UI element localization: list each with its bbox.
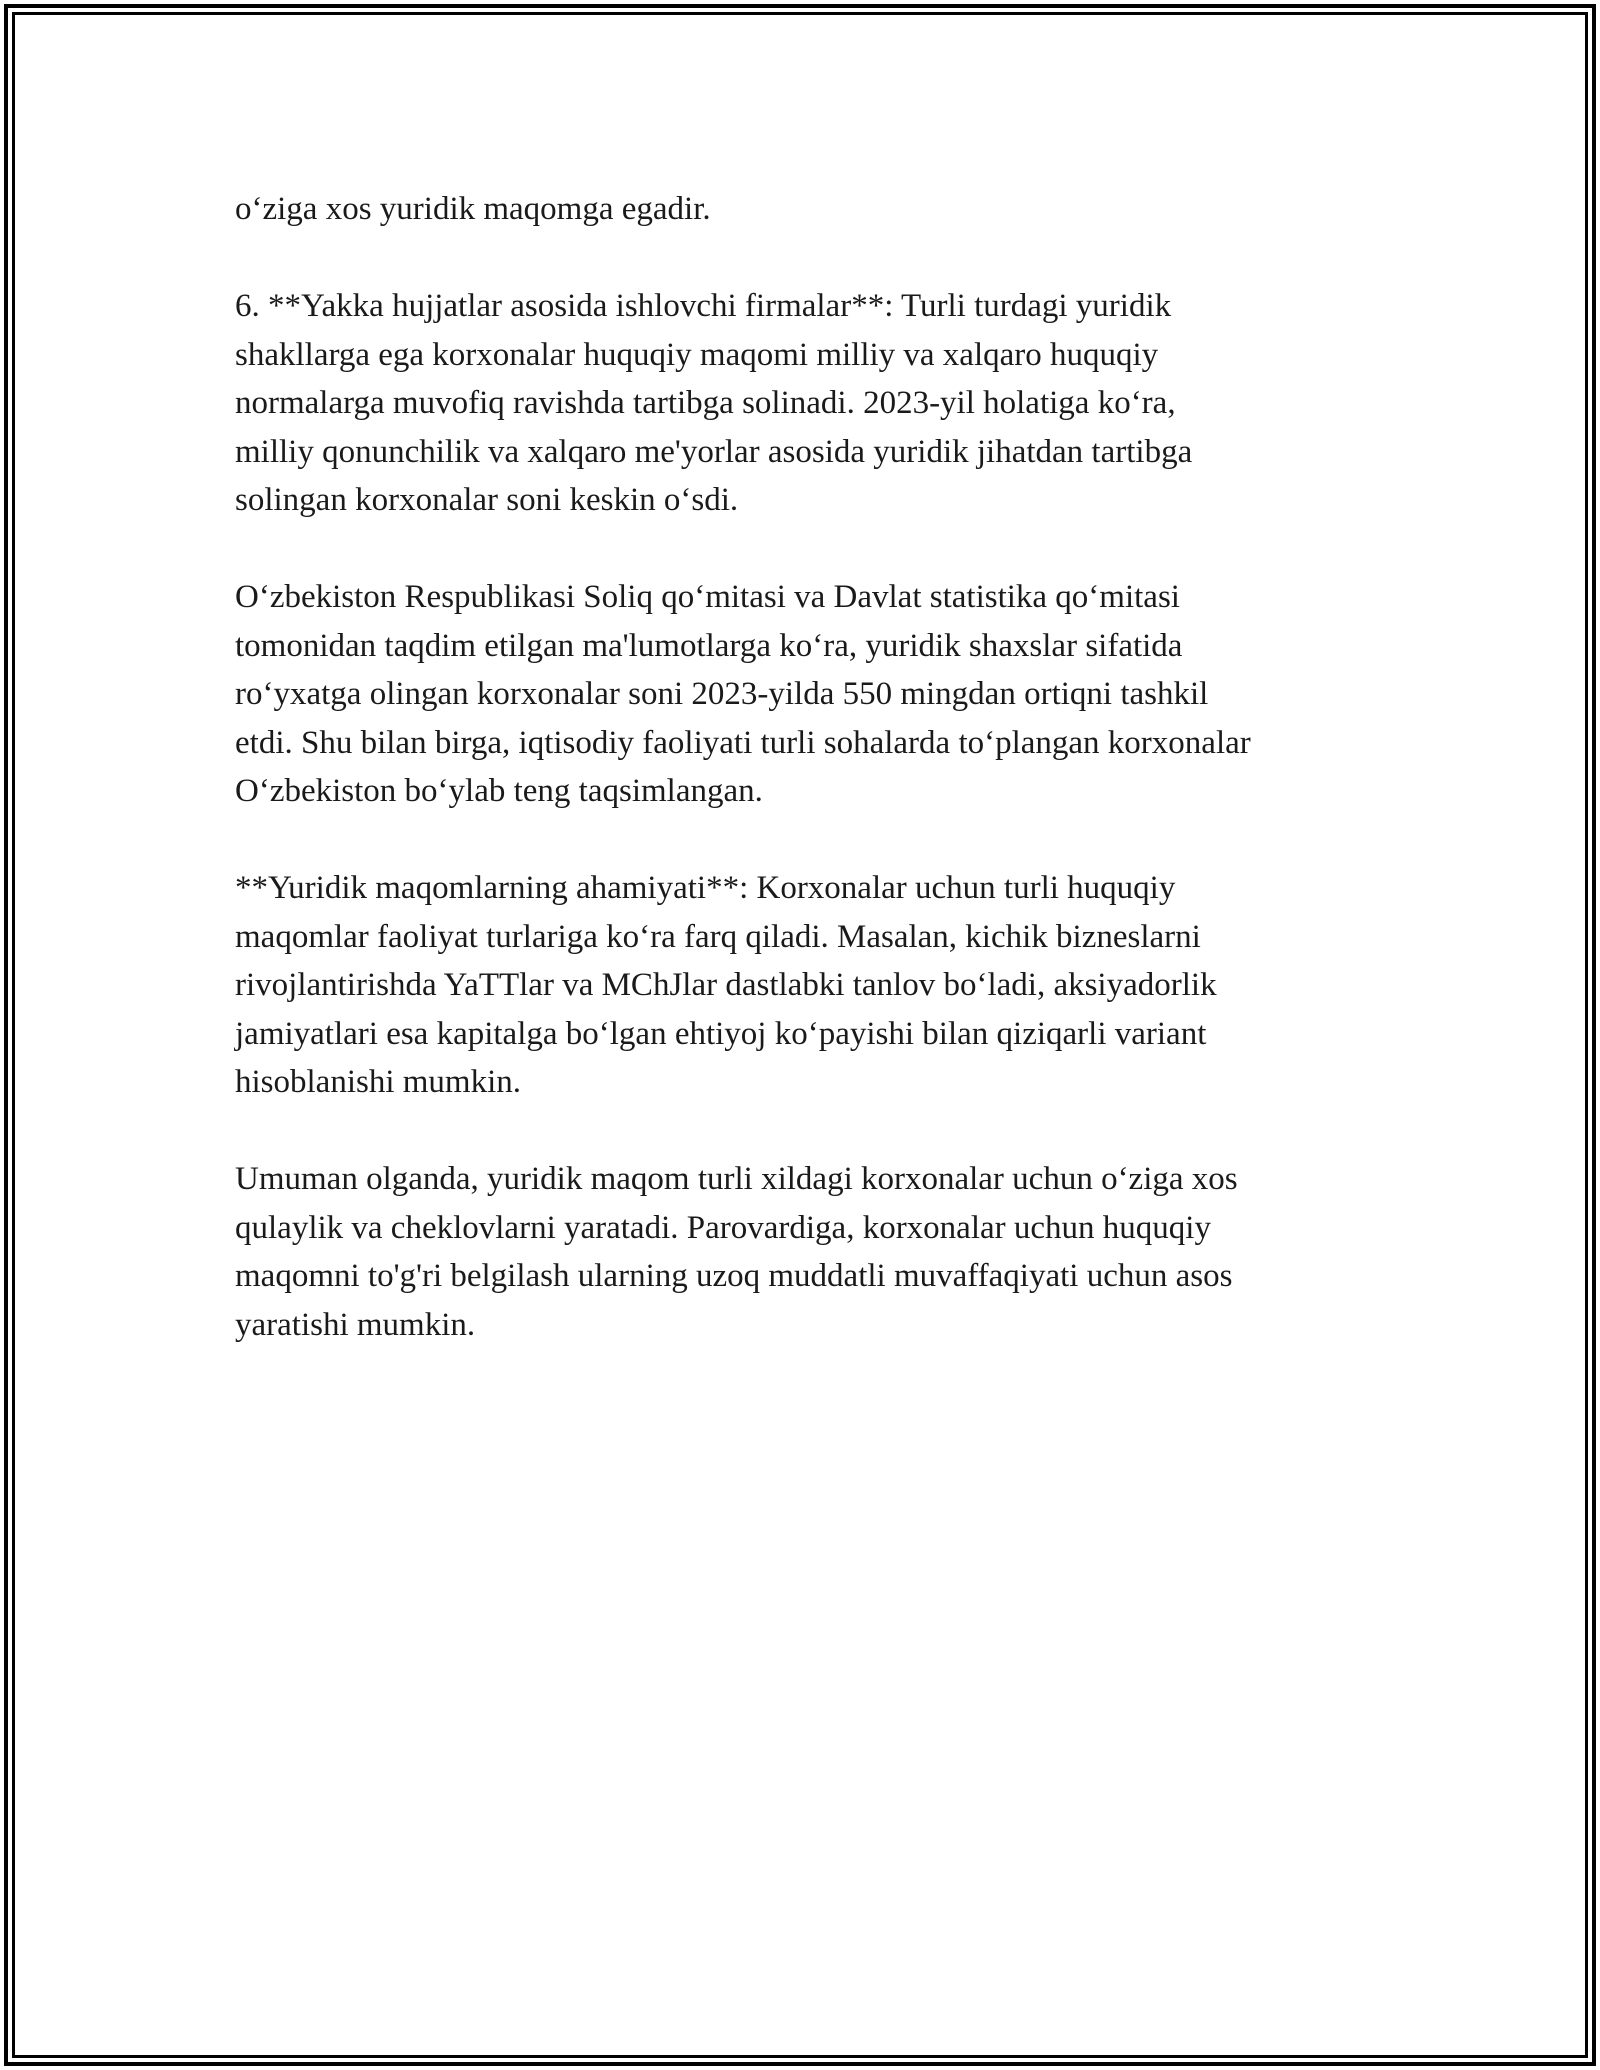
- document-body: [235, 185, 1375, 1349]
- paragraph-continuation: o‘ziga xos yuridik maqomga egadir.: [235, 191, 711, 227]
- paragraph-statistics: O‘zbekiston Respublikasi Soliq qo‘mitasi va Davlat statistika qo‘mitasi tomonidan taqdim etilgan ma'lumotlarga ko‘ra, yuridik shaxslar sifatida ro‘yxatga olingan korxonalar soni 2023-yilda 550 mingdan ortiqni tashkil etdi. Shu bilan birga, iqtisodiy faoliyati turli sohalarda to‘plangan korxonalar O‘zbekiston bo‘ylab teng taqsimlangan.: [235, 579, 1251, 809]
- paragraph-item-6: 6. **Yakka hujjatlar asosida ishlovchi firmalar**: Turli turdagi yuridik shakllarga ega korxonalar huquqiy maqomi milliy va xalqaro huquqiy normalarga muvofiq ravishda tartibga solinadi. 2023-yil holatiga ko‘ra, milliy qonunchilik va xalqaro me'yorlar asosida yuridik jihatdan tartibga solingan korxonalar soni keskin o‘sdi.: [235, 288, 1193, 518]
- paragraph-legal-status-importance: **Yuridik maqomlarning ahamiyati**: Korxonalar uchun turli huquqiy maqomlar faoliyat turlariga ko‘ra farq qiladi. Masalan, kichik bizneslarni rivojlantirishda YaTTlar va MChJlar dastlabki tanlov bo‘ladi, aksiyadorlik jamiyatlari esa kapitalga bo‘lgan ehtiyoj ko‘payishi bilan qiziqarli variant hisoblanishi mumkin.: [235, 870, 1217, 1100]
- paragraph-conclusion: Umuman olganda, yuridik maqom turli xildagi korxonalar uchun o‘ziga xos qulaylik va cheklovlarni yaratadi. Parovardiga, korxonalar uchun huquqiy maqomni to'g'ri belgilash ularning uzoq muddatli muvaffaqiyati uchun asos yaratishi mumkin.: [235, 1161, 1238, 1343]
